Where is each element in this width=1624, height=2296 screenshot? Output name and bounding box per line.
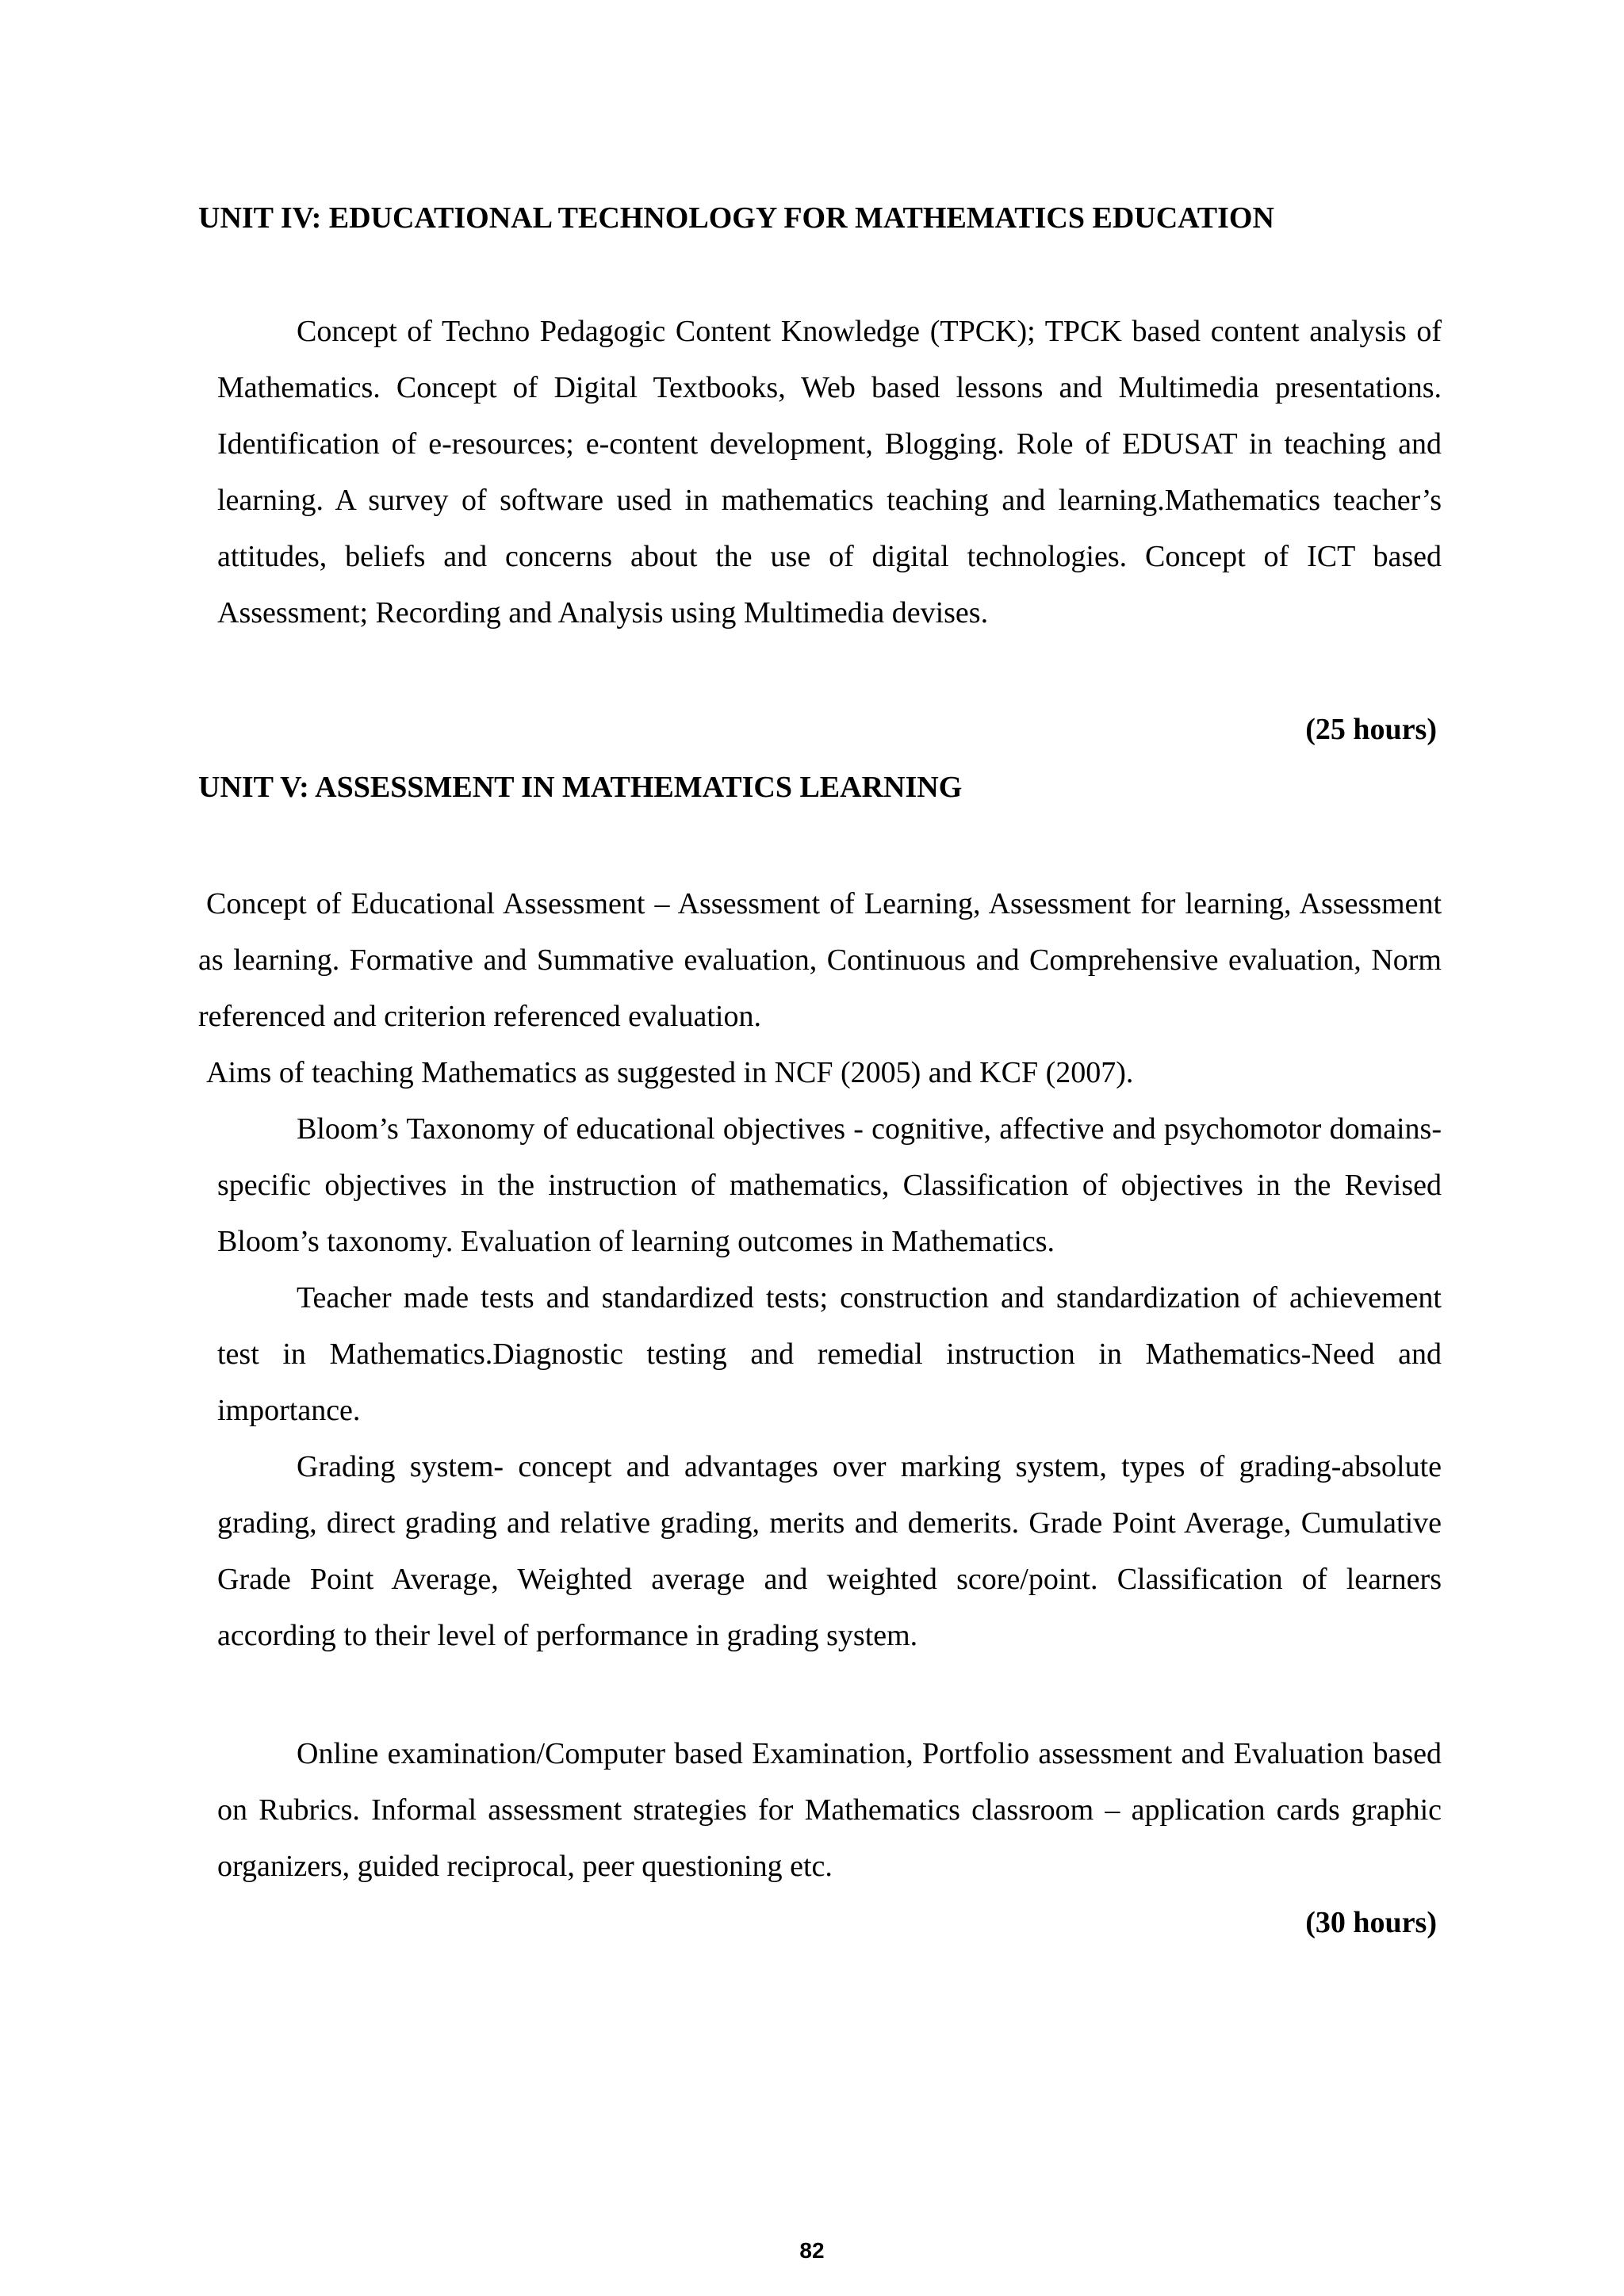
unit5-paragraph-aims: Aims of teaching Mathematics as suggested in NCF (2005) and KCF (2007).	[206, 1056, 1134, 1089]
page-number: 82	[799, 2238, 825, 2263]
unit5-heading: UNIT V: ASSESSMENT IN MATHEMATICS LEARNING	[198, 771, 963, 804]
unit5-paragraph-assessment-concept: Concept of Educational Assessment – Assessment of Learning, Assessment for learning, Assessment as learning. Formative and Summative evaluation, Continuous and Comprehensive evaluation, Norm referenced and criterion referenced evaluation.	[198, 887, 1442, 1033]
unit4-heading: UNIT IV: EDUCATIONAL TECHNOLOGY FOR MATHEMATICS EDUCATION	[198, 201, 1274, 235]
unit5-paragraph-grading-system: Grading system- concept and advantages over marking system, types of grading-absolute grading, direct grading and relative grading, merits and demerits. Grade Point Average, Cumulative Grade Point Average, Weighted average and weighted score/point. Classification of learners according to their level of performance in grading system.	[217, 1450, 1442, 1652]
unit4-hours: (25 hours)	[1305, 713, 1437, 746]
unit5-hours: (30 hours)	[1305, 1906, 1437, 1939]
unit5-paragraph-online-examination: Online examination/Computer based Examination, Portfolio assessment and Evaluation based on Rubrics. Informal assessment strategies for Mathematics classroom – application cards graphic organizers, guided reciprocal, peer questioning etc.	[217, 1737, 1442, 1883]
unit5-paragraph-tests: Teacher made tests and standardized tests; construction and standardization of achievement test in Mathematics.Diagnostic testing and remedial instruction in Mathematics-Need and importance.	[217, 1281, 1442, 1427]
unit4-paragraph: Concept of Techno Pedagogic Content Knowledge (TPCK); TPCK based content analysis of Mathematics. Concept of Digital Textbooks, Web based lessons and Multimedia presentations. Identification of e-resources; e-content development, Blogging. Role of EDUSAT in teaching and learning. A survey of software used in mathematics teaching and learning.Mathematics teacher’s attitudes, beliefs and concerns about the use of digital technologies. Concept of ICT based Assessment; Recording and Analysis using Multimedia devises.	[217, 315, 1442, 629]
unit5-paragraph-blooms-taxonomy: Bloom’s Taxonomy of educational objectives - cognitive, affective and psychomotor domains-specific objectives in the instruction of mathematics, Classification of objectives in the Revised Bloom’s taxonomy. Evaluation of learning outcomes in Mathematics.	[217, 1112, 1442, 1258]
